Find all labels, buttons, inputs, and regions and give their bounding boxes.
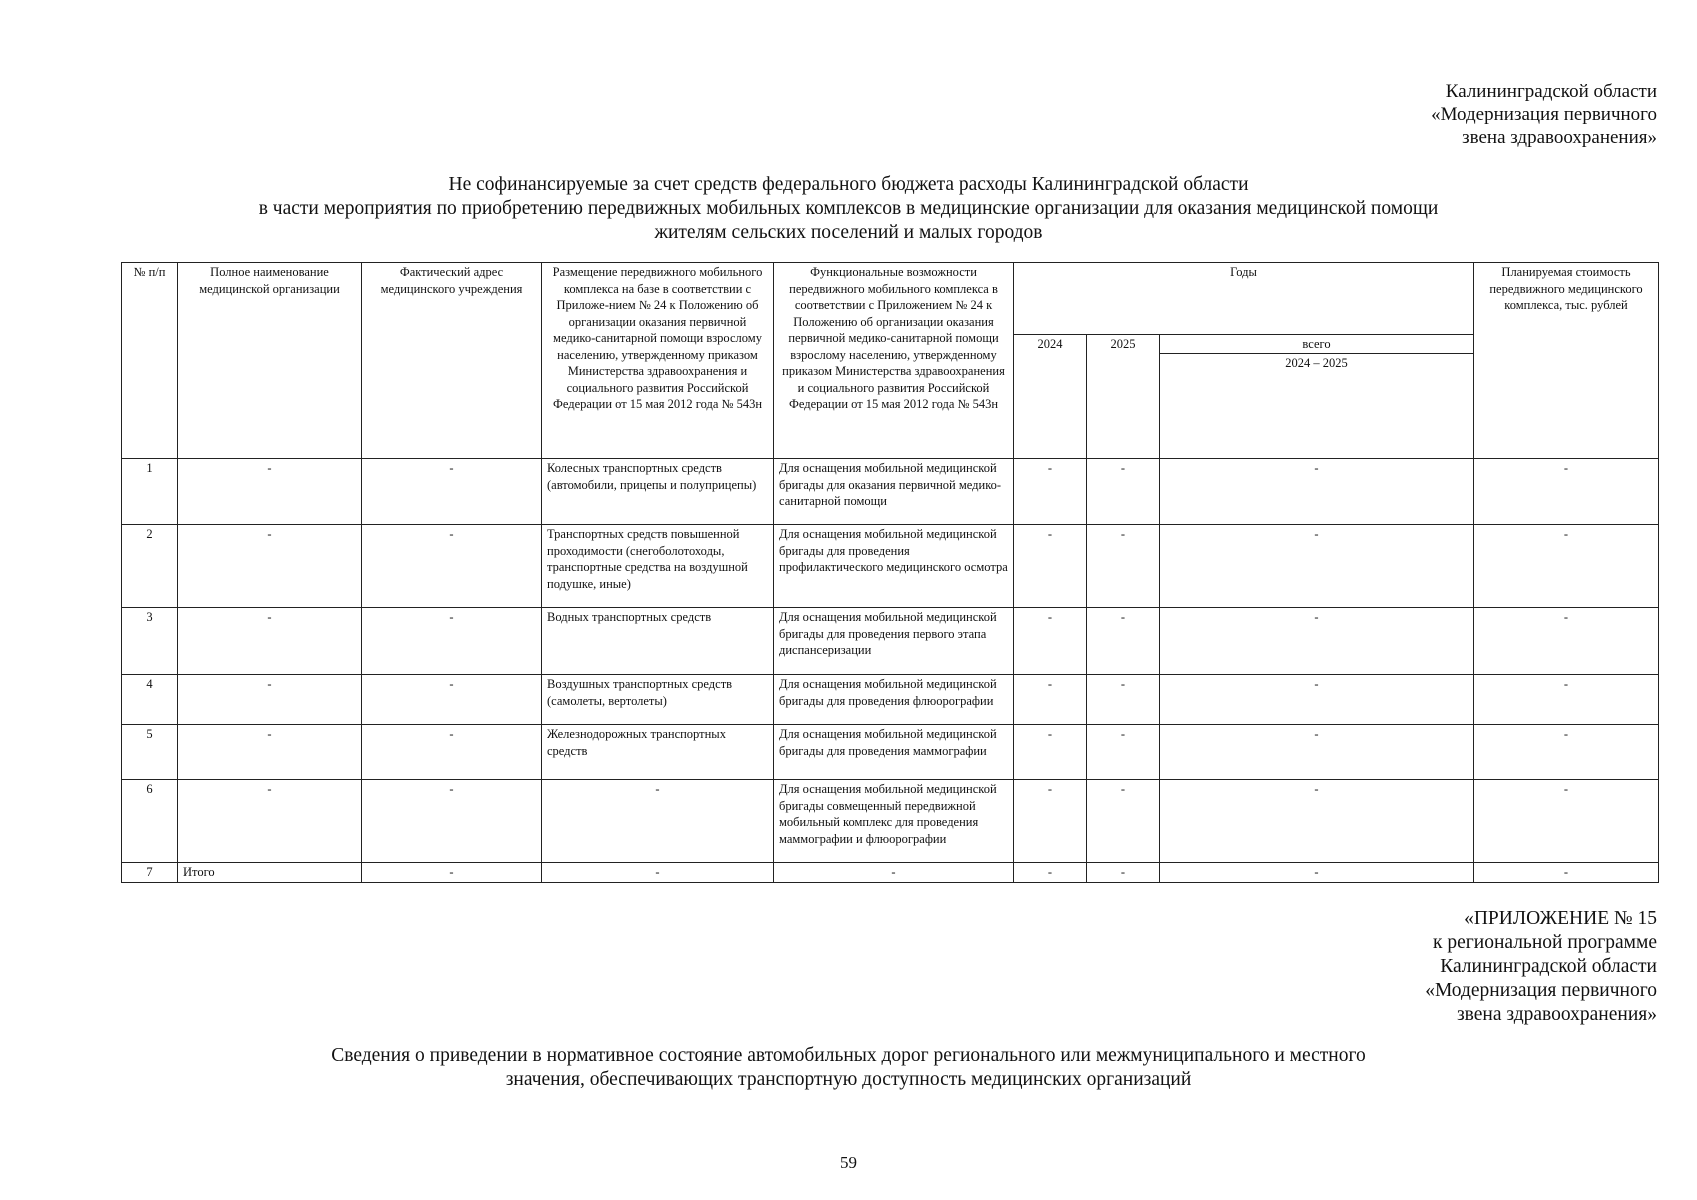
cell-2024: - [1014,459,1087,525]
header-year-2025: 2025 [1087,335,1160,459]
cell-cost: - [1474,608,1659,675]
cell-2025: - [1087,525,1160,608]
section-title [0,1044,1697,1092]
cell-functions: Для оснащения мобильной медицинской бригады для оказания первичной медико-санитарной помощи [774,459,1014,525]
cell-num: 7 [122,863,178,883]
cell-2024: - [1014,525,1087,608]
cell-org: - [178,725,362,780]
header-cost: Планируемая стоимость передвижного медицинского комплекса, тыс. рублей [1474,263,1659,459]
header-line: звена здравоохранения» [1462,127,1657,148]
appendix-line: к региональной программе [1433,932,1657,953]
cell-cost: - [1474,459,1659,525]
cell-placement: Железнодорожных транспортных средств [542,725,774,780]
page-number: 59 [840,1153,857,1172]
header-total-range: 2024 – 2025 [1160,353,1473,372]
cell-total: - [1160,780,1474,863]
cell-2025: - [1087,459,1160,525]
cell-total: - [1160,459,1474,525]
cell-2025: - [1087,725,1160,780]
appendix-line: «Модернизация первичного [1425,980,1657,1001]
cell-total: - [1160,863,1474,883]
cell-cost: - [1474,725,1659,780]
cell-num: 6 [122,780,178,863]
appendix-line: звена здравоохранения» [1456,1004,1657,1025]
cell-placement: - [542,780,774,863]
cell-address: - [362,525,542,608]
cell-2025: - [1087,780,1160,863]
header-address: Фактический адрес медицинского учреждения [362,263,542,459]
appendix-line: «ПРИЛОЖЕНИЕ № 15 [1464,908,1657,929]
cell-placement: - [542,863,774,883]
cell-address: - [362,608,542,675]
header-years: Годы [1014,263,1474,335]
table-row [122,863,1659,883]
cell-total: - [1160,525,1474,608]
cell-org: - [178,780,362,863]
table-row [122,608,1659,675]
document-title [0,173,1697,245]
header-org-name: Полное наименование медицинской организации [178,263,362,459]
cell-num: 5 [122,725,178,780]
cell-cost: - [1474,863,1659,883]
title-line: в части мероприятия по приобретению передвижных мобильных комплексов в медицинские организации для оказания медицинской помощи [258,198,1439,219]
header-total-label: всего [1302,337,1331,351]
cell-org: - [178,525,362,608]
title-line: жителям сельских поселений и малых городов [654,222,1043,243]
cell-address: - [362,863,542,883]
table-row [122,780,1659,863]
cell-total: - [1160,725,1474,780]
header-functions: Функциональные возможности передвижного мобильного комплекса в соответствии с Приложением № 24 к Положению об организации оказания первичной медико-санитарной помощи взрослому населению, утвержденному приказом Министерства здравоохранения и социального развития Российской Федерации от 15 мая 2012 года № 543н [774,263,1014,459]
cell-placement: Воздушных транспортных средств (самолеты, вертолеты) [542,675,774,725]
cell-org: Итого [178,863,362,883]
table-row [122,675,1659,725]
title-line: значения, обеспечивающих транспортную доступность медицинских организаций [505,1069,1192,1090]
cell-2024: - [1014,780,1087,863]
cell-num: 3 [122,608,178,675]
header-block [1357,80,1657,149]
mobile-complex-table [121,262,1659,883]
cell-address: - [362,780,542,863]
cell-num: 2 [122,525,178,608]
cell-cost: - [1474,780,1659,863]
cell-total: - [1160,675,1474,725]
cell-2024: - [1014,725,1087,780]
cell-placement: Водных транспортных средств [542,608,774,675]
cell-functions: - [774,863,1014,883]
header-placement: Размещение передвижного мобильного комплекса на базе в соответствии с Приложе-нием № 24 к Положению об организации оказания первичной медико-санитарной помощи взрослому населению, утвержденному приказом Министерства здравоохранения и социального развития Российской Федерации от 15 мая 2012 года № 543н [542,263,774,459]
cell-placement: Колесных транспортных средств (автомобили, прицепы и полуприцепы) [542,459,774,525]
cell-org: - [178,608,362,675]
cell-2025: - [1087,675,1160,725]
header-num: № п/п [122,263,178,459]
cell-functions: Для оснащения мобильной медицинской бригады для проведения профилактического медицинского осмотра [774,525,1014,608]
appendix-line: Калининградской области [1440,956,1657,977]
cell-functions: Для оснащения мобильной медицинской бригады совмещенный передвижной мобильный комплекс для проведения маммографии и флюорографии [774,780,1014,863]
header-line: Калининградской области [1445,81,1657,102]
header-total [1160,335,1474,459]
header-year-2024: 2024 [1014,335,1087,459]
header-line: «Модернизация первичного [1431,104,1657,125]
cell-address: - [362,675,542,725]
cell-cost: - [1474,525,1659,608]
cell-org: - [178,675,362,725]
cell-functions: Для оснащения мобильной медицинской бригады для проведения маммографии [774,725,1014,780]
table-row [122,525,1659,608]
cell-2024: - [1014,608,1087,675]
cell-functions: Для оснащения мобильной медицинской бригады для проведения флюорографии [774,675,1014,725]
cell-2025: - [1087,608,1160,675]
cell-2025: - [1087,863,1160,883]
cell-2024: - [1014,675,1087,725]
cell-total: - [1160,608,1474,675]
cell-2024: - [1014,863,1087,883]
cell-num: 1 [122,459,178,525]
cell-functions: Для оснащения мобильной медицинской бригады для проведения первого этапа диспансеризации [774,608,1014,675]
cell-org: - [178,459,362,525]
table-row [122,725,1659,780]
cell-address: - [362,459,542,525]
cell-address: - [362,725,542,780]
appendix-block [1317,907,1657,1027]
table-row [122,459,1659,525]
title-line: Сведения о приведении в нормативное состояние автомобильных дорог регионального или межмуниципального и местного [331,1045,1366,1066]
cell-placement: Транспортных средств повышенной проходимости (снегоболотоходы, транспортные средства на воздушной подушке, иные) [542,525,774,608]
title-line: Не софинансируемые за счет средств федерального бюджета расходы Калининградской области [448,174,1249,195]
cell-cost: - [1474,675,1659,725]
cell-num: 4 [122,675,178,725]
